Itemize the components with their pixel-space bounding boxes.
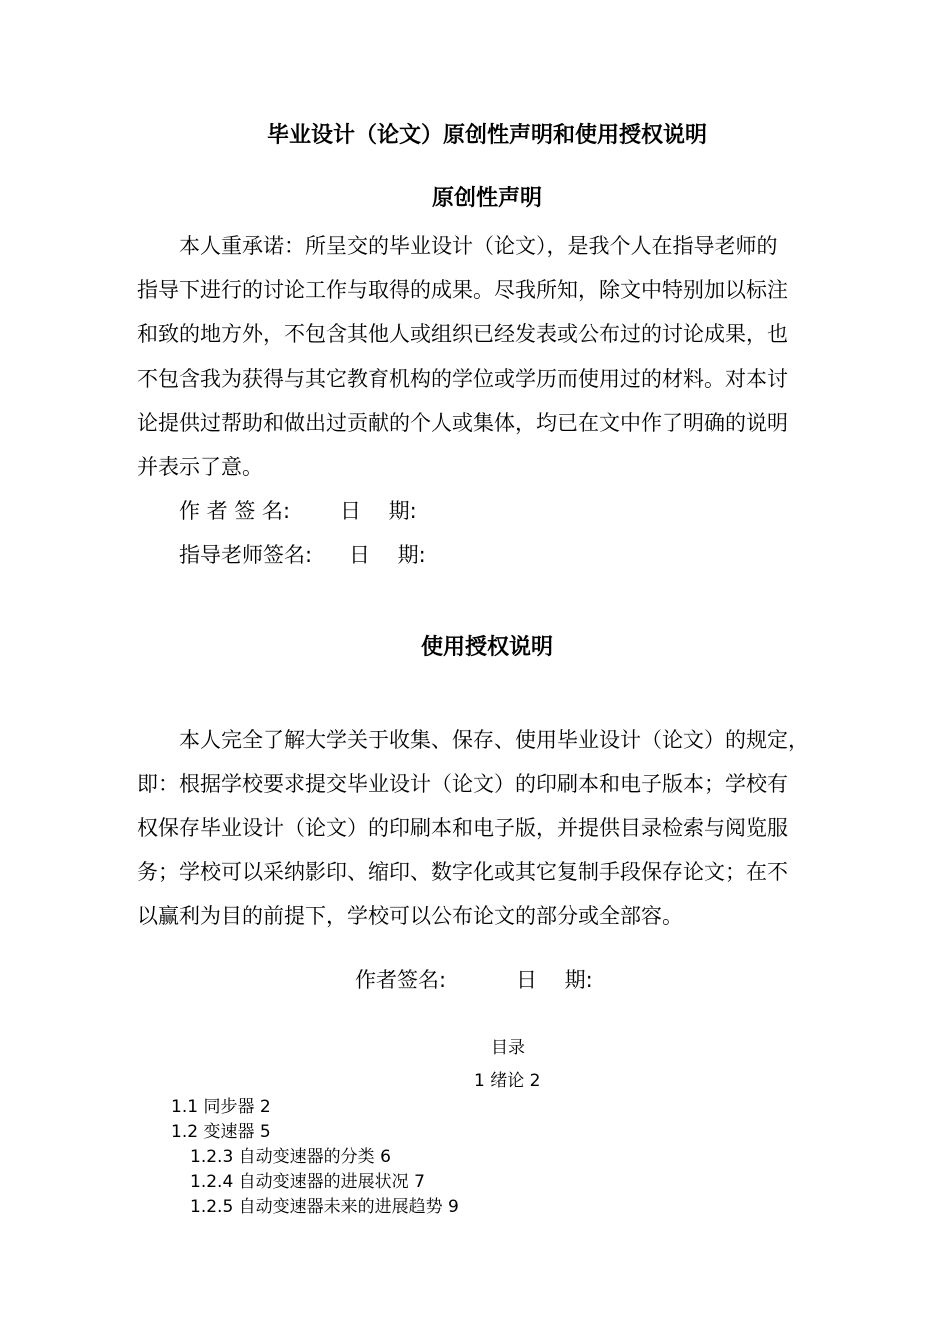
- authorization-line-2: 即：根据学校要求提交毕业设计（论文）的印刷本和电子版本；学校有: [137, 772, 788, 796]
- originality-line-5: 论提供过帮助和做出过贡献的个人或集体，均已在文中作了明确的说明: [137, 411, 788, 435]
- toc-entry[interactable]: 1.2.3 自动变速器的分类 6: [190, 1147, 391, 1167]
- authorization-line-5: 以赢利为目的前提下，学校可以公布论文的部分或全部容。: [137, 904, 683, 928]
- toc-entry[interactable]: 1.2.4 自动变速器的进展状况 7: [190, 1172, 425, 1192]
- toc-title: 目录: [491, 1038, 525, 1058]
- originality-line-2: 指导下进行的讨论工作与取得的成果。尽我所知，除文中特别加以标注: [137, 278, 788, 302]
- originality-heading: 原创性声明: [431, 186, 542, 211]
- authorization-date-label: 日 期:: [516, 968, 593, 992]
- originality-line-3: 和致的地方外，不包含其他人或组织已经发表或公布过的讨论成果，也: [137, 322, 788, 346]
- page-title: 毕业设计（论文）原创性声明和使用授权说明: [266, 123, 707, 148]
- advisor-signature-label: 指导老师签名:: [179, 543, 313, 567]
- toc-entry[interactable]: 1.2 变速器 5: [171, 1122, 271, 1142]
- authorization-signature-label: 作者签名:: [355, 968, 447, 992]
- toc-entry[interactable]: 1.2.5 自动变速器未来的进展趋势 9: [190, 1197, 459, 1217]
- authorization-line-4: 务；学校可以采纳影印、缩印、数字化或其它复制手段保存论文；在不: [137, 860, 788, 884]
- originality-line-1: 本人重承诺：所呈交的毕业设计（论文），是我个人在指导老师的: [179, 234, 778, 258]
- advisor-date-label: 日 期:: [349, 543, 426, 567]
- originality-line-6: 并表示了意。: [137, 455, 263, 479]
- author-signature-label: 作 者 签 名:: [179, 499, 291, 523]
- authorization-heading: 使用授权说明: [420, 635, 553, 660]
- originality-line-4: 不包含我为获得与其它教育机构的学位或学历而使用过的材料。对本讨: [137, 367, 788, 391]
- toc-entry[interactable]: 1.1 同步器 2: [171, 1097, 271, 1117]
- author-date-label: 日 期:: [340, 499, 417, 523]
- toc-entry[interactable]: 1 绪论 2: [474, 1071, 541, 1091]
- authorization-line-3: 权保存毕业设计（论文）的印刷本和电子版，并提供目录检索与阅览服: [137, 816, 788, 840]
- authorization-line-1: 本人完全了解大学关于收集、保存、使用毕业设计（论文）的规定，: [179, 728, 809, 752]
